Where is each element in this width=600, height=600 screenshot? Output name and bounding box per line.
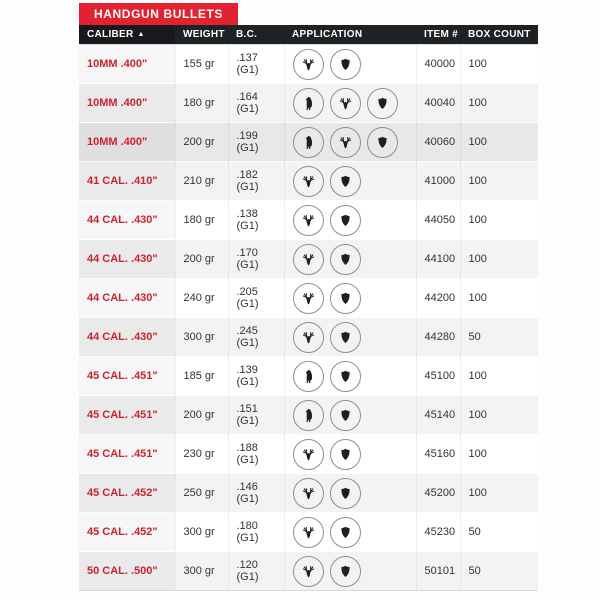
weight-cell: 300 gr <box>175 552 228 591</box>
caliber-link[interactable]: 10MM .400" <box>87 97 148 109</box>
weight-cell: 200 gr <box>175 240 228 279</box>
deer-icon <box>293 439 324 470</box>
bc-cell: .170 (G1) <box>228 240 284 279</box>
bc-cell: .182 (G1) <box>228 162 284 201</box>
caliber-link[interactable]: 45 CAL. .451" <box>87 370 158 382</box>
caliber-cell <box>79 201 175 240</box>
caliber-link[interactable]: 45 CAL. .451" <box>87 448 158 460</box>
caliber-link[interactable]: 10MM .400" <box>87 58 148 70</box>
table-row[interactable] <box>79 357 538 396</box>
item-number-cell: 44280 <box>416 318 460 357</box>
deer-icon <box>293 322 324 353</box>
caliber-link[interactable]: 45 CAL. .452" <box>87 526 158 538</box>
shield-icon <box>330 49 361 80</box>
weight-cell: 300 gr <box>175 318 228 357</box>
weight-cell: 240 gr <box>175 279 228 318</box>
item-number-cell: 50101 <box>416 552 460 591</box>
deer-icon <box>293 205 324 236</box>
box-count-cell: 100 <box>460 201 538 240</box>
item-number-cell: 44100 <box>416 240 460 279</box>
caliber-cell <box>79 513 175 552</box>
bc-cell: .138 (G1) <box>228 201 284 240</box>
item-number-cell: 40000 <box>416 45 460 84</box>
caliber-link[interactable]: 41 CAL. .410" <box>87 175 158 187</box>
bc-cell: .137 (G1) <box>228 45 284 84</box>
weight-cell: 185 gr <box>175 357 228 396</box>
box-count-cell: 100 <box>460 396 538 435</box>
item-number-cell: 45230 <box>416 513 460 552</box>
shield-icon <box>330 283 361 314</box>
caliber-link[interactable]: 44 CAL. .430" <box>87 292 158 304</box>
caliber-cell <box>79 552 175 591</box>
box-count-cell: 100 <box>460 279 538 318</box>
table-row[interactable] <box>79 279 538 318</box>
column-header-application[interactable]: APPLICATION <box>284 25 416 45</box>
bc-cell: .146 (G1) <box>228 474 284 513</box>
weight-cell: 230 gr <box>175 435 228 474</box>
caliber-link[interactable]: 44 CAL. .430" <box>87 214 158 226</box>
table-row[interactable] <box>79 396 538 435</box>
caliber-cell <box>79 279 175 318</box>
box-count-cell: 50 <box>460 513 538 552</box>
bc-cell: .164 (G1) <box>228 84 284 123</box>
table-row[interactable] <box>79 435 538 474</box>
caliber-link[interactable]: 45 CAL. .451" <box>87 409 158 421</box>
bear-icon <box>293 400 324 431</box>
weight-cell: 200 gr <box>175 396 228 435</box>
table-row[interactable] <box>79 84 538 123</box>
caliber-cell <box>79 123 175 162</box>
caliber-link[interactable]: 45 CAL. .452" <box>87 487 158 499</box>
item-number-cell: 45100 <box>416 357 460 396</box>
table-row[interactable] <box>79 318 538 357</box>
table-row[interactable] <box>79 552 538 591</box>
application-cell <box>284 240 416 279</box>
column-header-caliber[interactable]: CALIBER ▲ <box>79 25 175 45</box>
table-row[interactable] <box>79 240 538 279</box>
weight-cell: 180 gr <box>175 201 228 240</box>
shield-icon <box>330 517 361 548</box>
table-body <box>79 45 538 591</box>
caliber-cell <box>79 162 175 201</box>
application-cell <box>284 396 416 435</box>
bc-cell: .139 (G1) <box>228 357 284 396</box>
tab-label: HANDGUN BULLETS <box>94 7 223 21</box>
caliber-cell <box>79 318 175 357</box>
item-number-cell: 45160 <box>416 435 460 474</box>
item-number-cell: 45140 <box>416 396 460 435</box>
box-count-cell: 100 <box>460 357 538 396</box>
caliber-link[interactable]: 10MM .400" <box>87 136 148 148</box>
deer-icon <box>293 478 324 509</box>
weight-cell: 155 gr <box>175 45 228 84</box>
table-row[interactable] <box>79 123 538 162</box>
table-row[interactable] <box>79 45 538 84</box>
bc-cell: .151 (G1) <box>228 396 284 435</box>
shield-icon <box>330 205 361 236</box>
table-row[interactable] <box>79 201 538 240</box>
shield-icon <box>330 322 361 353</box>
application-cell <box>284 552 416 591</box>
bc-cell: .245 (G1) <box>228 318 284 357</box>
bc-cell: .188 (G1) <box>228 435 284 474</box>
caliber-cell <box>79 474 175 513</box>
bc-cell: .205 (G1) <box>228 279 284 318</box>
item-number-cell: 41000 <box>416 162 460 201</box>
caliber-cell <box>79 435 175 474</box>
box-count-cell: 100 <box>460 474 538 513</box>
bear-icon <box>293 127 324 158</box>
shield-icon <box>367 88 398 119</box>
deer-icon <box>293 556 324 587</box>
weight-cell: 250 gr <box>175 474 228 513</box>
bc-cell: .199 (G1) <box>228 123 284 162</box>
application-cell <box>284 84 416 123</box>
weight-cell: 180 gr <box>175 84 228 123</box>
box-count-cell: 100 <box>460 435 538 474</box>
application-cell <box>284 474 416 513</box>
bc-cell: .180 (G1) <box>228 513 284 552</box>
box-count-cell: 100 <box>460 240 538 279</box>
deer-icon <box>293 517 324 548</box>
shield-icon <box>330 361 361 392</box>
application-cell <box>284 45 416 84</box>
application-cell <box>284 435 416 474</box>
deer-icon <box>330 88 361 119</box>
application-cell <box>284 201 416 240</box>
item-number-cell: 40040 <box>416 84 460 123</box>
shield-icon <box>367 127 398 158</box>
caliber-link[interactable]: 50 CAL. .500" <box>87 565 158 577</box>
shield-icon <box>330 400 361 431</box>
deer-icon <box>293 244 324 275</box>
tab-handgun-bullets[interactable] <box>79 3 238 25</box>
caliber-link[interactable]: 44 CAL. .430" <box>87 331 158 343</box>
bc-cell: .120 (G1) <box>228 552 284 591</box>
column-header-box-count[interactable]: BOX COUNT <box>460 25 538 45</box>
bullets-table <box>79 25 538 591</box>
box-count-cell: 100 <box>460 84 538 123</box>
item-number-cell: 40060 <box>416 123 460 162</box>
table-row[interactable] <box>79 513 538 552</box>
shield-icon <box>330 166 361 197</box>
caliber-link[interactable]: 44 CAL. .430" <box>87 253 158 265</box>
deer-icon <box>293 166 324 197</box>
weight-cell: 200 gr <box>175 123 228 162</box>
application-cell <box>284 513 416 552</box>
box-count-cell: 50 <box>460 318 538 357</box>
item-number-cell: 45200 <box>416 474 460 513</box>
caliber-cell <box>79 240 175 279</box>
deer-icon <box>293 49 324 80</box>
item-number-cell: 44050 <box>416 201 460 240</box>
weight-cell: 300 gr <box>175 513 228 552</box>
deer-icon <box>330 127 361 158</box>
caliber-cell <box>79 45 175 84</box>
shield-icon <box>330 244 361 275</box>
item-number-cell: 44200 <box>416 279 460 318</box>
bear-icon <box>293 361 324 392</box>
shield-icon <box>330 556 361 587</box>
shield-icon <box>330 439 361 470</box>
box-count-cell: 50 <box>460 552 538 591</box>
application-cell <box>284 162 416 201</box>
box-count-cell: 100 <box>460 162 538 201</box>
caliber-cell <box>79 84 175 123</box>
caliber-cell <box>79 357 175 396</box>
caliber-cell <box>79 396 175 435</box>
column-header-item[interactable]: ITEM # <box>416 25 460 45</box>
column-header-bc[interactable]: B.C. <box>228 25 284 45</box>
shield-icon <box>330 478 361 509</box>
table-header-row <box>79 25 538 45</box>
sort-ascending-icon: ▲ <box>137 31 145 38</box>
application-cell <box>284 279 416 318</box>
table-row[interactable] <box>79 474 538 513</box>
box-count-cell: 100 <box>460 123 538 162</box>
weight-cell: 210 gr <box>175 162 228 201</box>
column-header-weight[interactable]: WEIGHT <box>175 25 228 45</box>
application-cell <box>284 123 416 162</box>
deer-icon <box>293 283 324 314</box>
application-cell <box>284 357 416 396</box>
bear-icon <box>293 88 324 119</box>
application-cell <box>284 318 416 357</box>
table-row[interactable] <box>79 162 538 201</box>
box-count-cell: 100 <box>460 45 538 84</box>
